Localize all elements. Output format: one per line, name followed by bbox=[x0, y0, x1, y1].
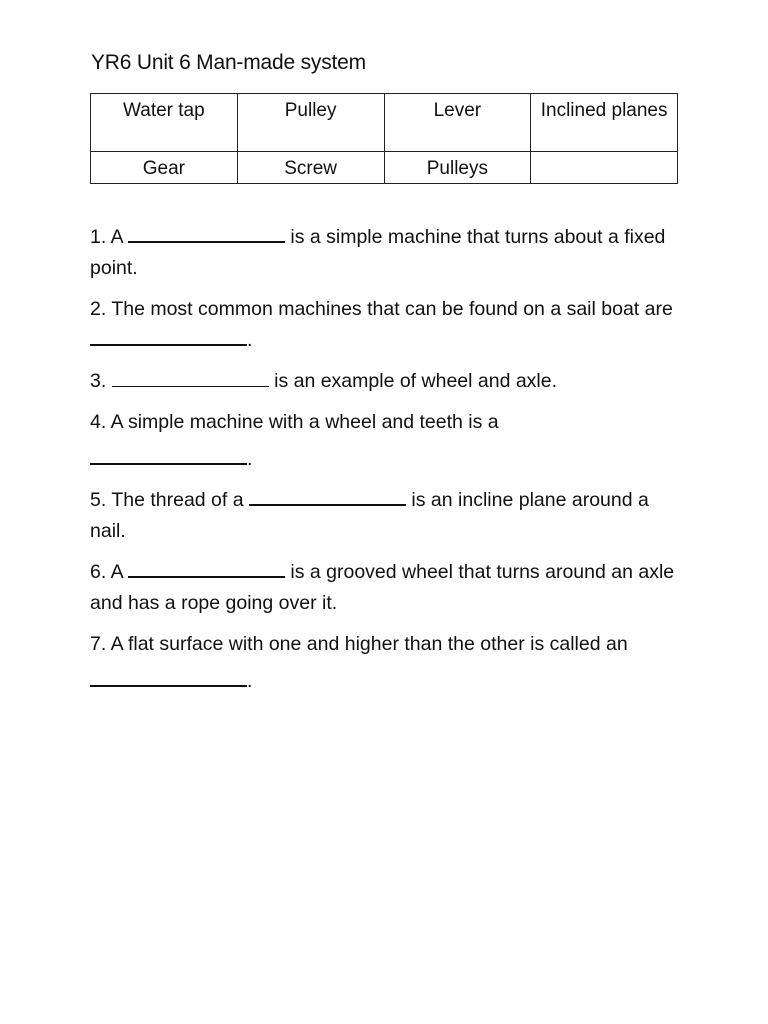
question-text: 2. The most common machines that can be found on a sail boat are bbox=[90, 298, 673, 320]
question-4 bbox=[90, 407, 690, 475]
word-cell: Screw bbox=[237, 152, 384, 184]
answer-line bbox=[90, 444, 690, 475]
word-cell: Lever bbox=[384, 94, 531, 152]
question-text: 5. The thread of a bbox=[90, 489, 249, 511]
question-text: 7. A flat surface with one and higher than the other is called an bbox=[90, 633, 628, 655]
word-cell: Pulley bbox=[237, 94, 384, 152]
question-5 bbox=[90, 485, 690, 547]
answer-blank[interactable] bbox=[128, 224, 285, 243]
table-row bbox=[91, 152, 678, 184]
table-row bbox=[91, 94, 678, 152]
answer-blank[interactable] bbox=[90, 327, 247, 346]
question-text: is an example of wheel and axle. bbox=[268, 370, 558, 392]
answer-line bbox=[90, 666, 690, 697]
question-3 bbox=[90, 366, 690, 397]
question-text: 6. A bbox=[90, 561, 128, 583]
question-text: 4. A simple machine with a wheel and teeth is a bbox=[90, 411, 499, 433]
question-text: 3. bbox=[90, 370, 112, 392]
question-1 bbox=[90, 222, 690, 284]
question-text: . bbox=[247, 329, 253, 351]
answer-blank[interactable] bbox=[112, 369, 269, 387]
word-bank-table bbox=[90, 93, 678, 184]
question-7 bbox=[90, 629, 690, 697]
question-6 bbox=[90, 557, 690, 619]
worksheet-title: YR6 Unit 6 Man-made system bbox=[91, 51, 366, 74]
answer-blank[interactable] bbox=[128, 559, 285, 578]
question-text: 1. A bbox=[90, 226, 128, 248]
word-cell: Pulleys bbox=[384, 152, 531, 184]
word-cell-empty bbox=[531, 152, 678, 184]
question-list bbox=[90, 222, 690, 707]
question-text: is a simple machine that turns about a fixed point. bbox=[90, 226, 666, 279]
word-cell: Water tap bbox=[91, 94, 238, 152]
question-text: is a grooved wheel that turns around an axle and has a rope going over it. bbox=[90, 561, 675, 614]
question-text: . bbox=[247, 670, 253, 692]
answer-blank[interactable] bbox=[90, 668, 247, 687]
answer-blank[interactable] bbox=[90, 446, 247, 465]
answer-blank[interactable] bbox=[249, 487, 406, 506]
question-text: is an incline plane around a nail. bbox=[90, 489, 649, 542]
question-text: . bbox=[247, 448, 253, 470]
word-cell: Inclined planes bbox=[531, 94, 678, 152]
word-cell: Gear bbox=[91, 152, 238, 184]
question-2 bbox=[90, 294, 690, 356]
